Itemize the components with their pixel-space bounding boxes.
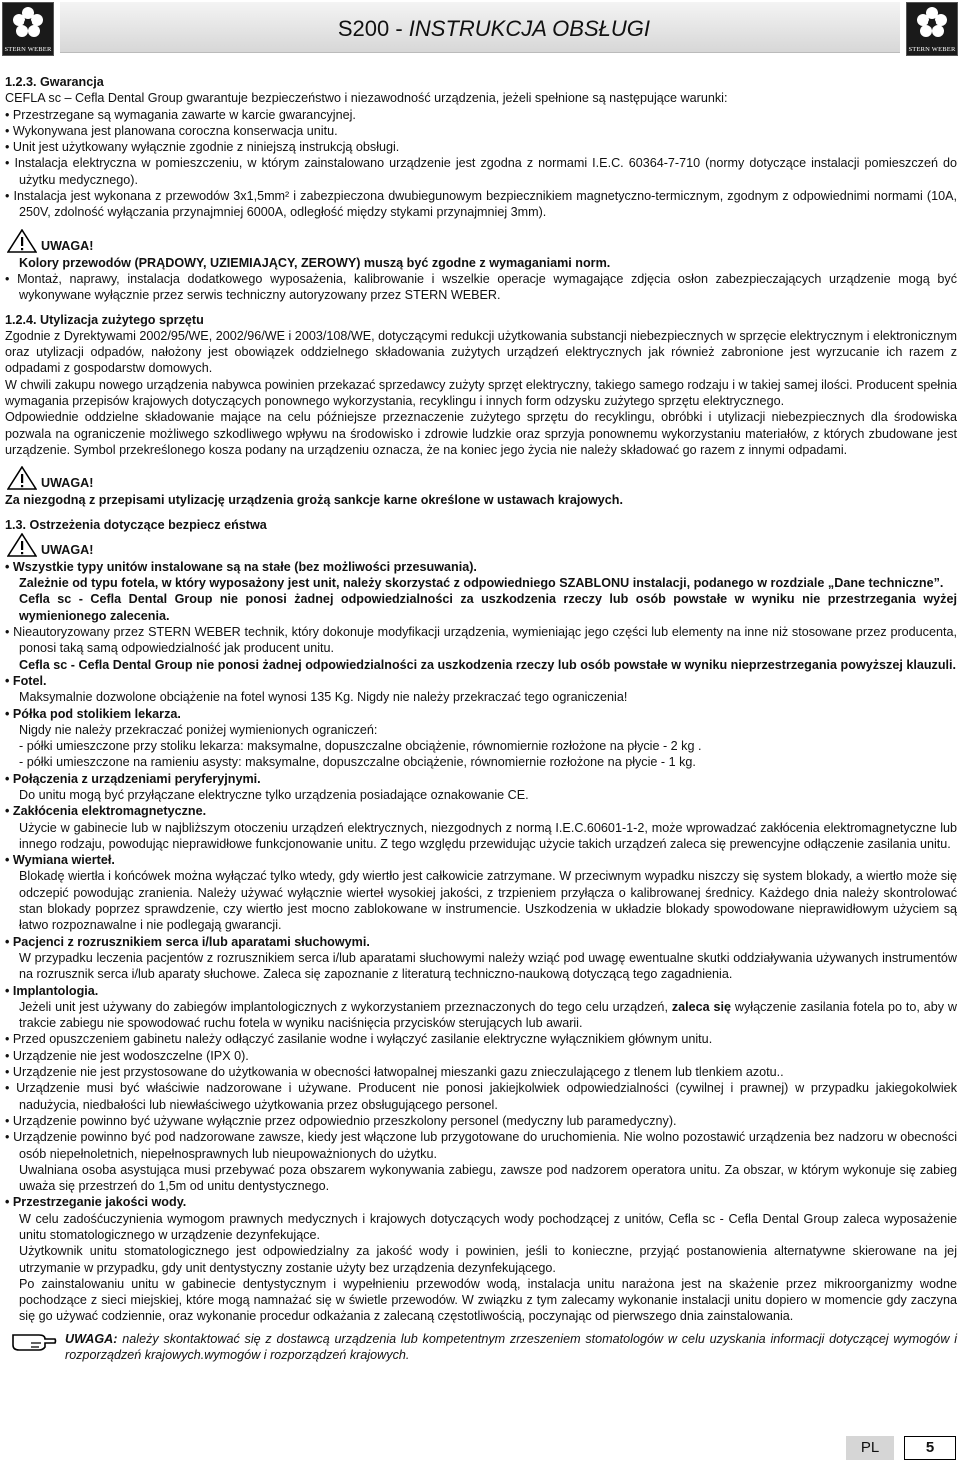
list-item: • Urządzenie nie jest przystosowane do użytkowania w obecności łatwopalnej mieszanki gazu znieczulającego z tlenem lub tlenkiem azotu.. (5, 1065, 784, 1080)
pointing-hand-icon (11, 1329, 57, 1351)
paragraph: - półki umieszczone przy stoliku lekarza: maksymalne, dopuszczalne obciążenie, równomiernie rozłożone na płycie - 2 kg . (19, 739, 702, 754)
paragraph: W przypadku leczenia pacjentów z rozrusznikiem serca i/lub aparatami słuchowymi należy wziąć pod uwagę ewentualne skutki oddziaływania używanych instrumentów na rozrusznik serca i/lub aparaty słuchowe. Zaleca się zapoznanie z literaturą techniczno-naukową dotyczącą tego zagadnienia. (19, 950, 957, 982)
section-heading-utylizacja: 1.2.4. Utylizacja zużytego sprzętu (5, 312, 204, 327)
flower-logo-icon (915, 5, 949, 43)
paragraph: Nigdy nie należy przekraczać poniżej wymienionych ograniczeń: (19, 722, 378, 737)
list-item: • Urządzenie powinno być używane wyłącznie przez odpowiednio przeszkolony personel (medyczny lub paramedyczny). (5, 1113, 677, 1128)
list-item: • Przestrzegane są wymagania zawarte w karcie gwarancyjnej. (5, 107, 356, 122)
list-item: • Nieautoryzowany przez STERN WEBER technik, który dokonuje modyfikacji urządzenia, wymieniając jego części lub elementy na inne niż stosowane przez producenta, ponosi taką samą odpowiedzialność jak producent unitu. (5, 625, 957, 656)
warning-text: Za niezgodną z przepisami utylizację urządzenia grożą sankcje karne określone w ustawach krajowych. (5, 493, 624, 508)
language-badge: PL (846, 1436, 894, 1460)
stern-weber-logo (2, 2, 54, 56)
list-item: • Unit jest użytkowany wyłącznie zgodnie z niniejszą instrukcją obsługi. (5, 140, 400, 155)
list-item-heading: • Półka pod stolikiem lekarza. (5, 706, 181, 721)
title-bar (60, 2, 900, 53)
warning-label: UWAGA! (41, 238, 94, 253)
warning-label: UWAGA! (41, 476, 94, 491)
list-item: • Wykonywana jest planowana coroczna konserwacja unitu. (5, 123, 338, 138)
list-item: • Przed opuszczeniem gabinetu należy odłączyć zasilanie wodne i wyłączyć zasilanie elektryczne wyłącznikiem głównym unitu. (5, 1032, 713, 1047)
paragraph: Użycie w gabinecie lub w najbliższym otoczeniu urządzeń elektrycznych, niezgodnych z normą I.E.C.60601-1-2, może wprowadzać zakłócenia elektromagnetyczne lub innego rodzaju, powodując nieprawidłowe funkcjonowanie unitu. Z tego względu przewidując użycie takich urządzeń zaleca się prewencyjne odłączenie zasilania unitu. (19, 820, 957, 851)
warning-block (5, 533, 957, 559)
paragraph: CEFLA sc – Cefla Dental Group gwarantuje bezpieczeństwo i niezawodność urządzenia, jeżeli spełnione są następujące warunki: (5, 91, 728, 106)
paragraph: Zgodnie z Dyrektywami 2002/95/WE, 2002/96/WE i 2003/108/WE, dotyczącymi redukcji użytkowania substancji niebezpiecznych w sprzęcie elektrycznym i elektronicznym oraz utylizacji odpadów, nałożony jest obowiązek oddzielnego składowania zużytych urządzeń elektrycznych jak również zabronione jest wyrzucanie ich razem z odpadami z gospodarstw domowych. (5, 328, 957, 376)
list-item: • Urządzenie nie jest wodoszczelne (IPX 0). (5, 1048, 249, 1063)
section-heading-gwarancja: 1.2.3. Gwarancja (5, 75, 104, 89)
list-item: • Wszystkie typy unitów instalowane są na stałe (bez możliwości przesuwania). (5, 559, 477, 574)
paragraph: Po zainstalowaniu unitu w gabinecie dentystycznym i wypełnieniu przewodów wodą, instalacja unitu narażona jest na skażenie przez mikroorganizmy wodne pochodzące z sieci miejskiej, które mogą namnażać się w świetle przewodów. W związku z tym zalecamy wykonanie instalacji unitu dopiero w momencie gdy zaczyna się go używać codziennie, oraz wykonanie procedur odkażania z zalecaną częstotliwością, poczynając od pierwszego dnia zainstalowania. (19, 1276, 957, 1324)
list-item: • Instalacja elektryczna w pomieszczeniu, w którym zainstalowano urządzenie jest zgodna z normami I.E.C. 60364-7-710 (normy dotyczące instalacji pomieszczeń do użytku medycznego). (5, 156, 957, 187)
warning-icon (7, 466, 37, 490)
logo-text: STERN WEBER (4, 46, 52, 53)
list-item-heading: • Fotel. (5, 673, 47, 688)
note-block: UWAGA: należy skontaktować się z dostawcą urządzenia lub kompetentnym zrzeszeniem stomatologów w celu uzyskania informacji dotyczącej wymogów i rozporządzeń krajowych.wymogów i rozporządzeń krajowych. (5, 1331, 957, 1364)
logo-text: STERN WEBER (908, 46, 956, 53)
paragraph: Cefla sc - Cefla Dental Group nie ponosi żadnej odpowiedzialności za uszkodzenia rzeczy lub osób powstałe w wyniku nieprzestrzegania powyższej klauzuli. (19, 657, 957, 672)
paragraph: W celu zadośćuczynienia wymogom prawnych medycznych i krajowych dotyczących wody pochodzącej z unitów, Cefla sc - Cefla Dental Group zaleca wyposażenie unitu stomatologicznego w urządzenie dezynfekujące. (19, 1211, 957, 1242)
list-item-heading: • Połączenia z urządzeniami peryferyjnymi. (5, 771, 261, 786)
list-item: • Montaż, naprawy, instalacja dodatkowego wyposażenia, kalibrowanie i wszelkie operacje wymagające zdjęcia osłon zabezpieczających urządzenie mogą być wykonywane wyłącznie przez serwis techniczny autoryzowany przez STERN WEBER. (5, 271, 957, 303)
list-item-heading: • Pacjenci z rozrusznikiem serca i/lub aparatami słuchowymi. (5, 934, 370, 949)
paragraph: Blokadę wiertła i końcówek można wyłączać tylko wtedy, gdy wiertło jest całkowicie zatrzymane. W przeciwnym wypadku niszczy się system blokady, a wiertło może się odczepić powodując zranienia. Należy używać wyłącznie wierteł wysokiej jakości, z trzpieniem przyłącza o kalibrowanej średnicy. Każdego dnia należy skontrolować stan blokady poprzez sprawdzenie, czy wiertło jest mocno zablokowane w instrumencie. Uszkodzenia w układzie blokady spowodowane nieprawidłowym użyciem są łatwo rozpoznawalne i nie podlegają gwarancji. (19, 869, 957, 933)
list-item-heading: • Implantologia. (5, 983, 99, 998)
paragraph: Jeżeli unit jest używany do zabiegów implantologicznych z wykorzystaniem przeznaczonych do tego celu urządzeń, zaleca się wyłączenie zasilania fotela po to, aby w trakcie zabiegu nie spowodować ruchu fotela w wyniku naciśnięcia przycisków sterujących lub awarii. (19, 999, 957, 1031)
page-number: 5 (904, 1436, 956, 1460)
paragraph: Uwalniana osoba asystująca musi przebywać poza obszarem wykonywania zabiegu, zawsze pod nadzorem operatora unitu. Za obszar, w którym wykonuje się zabieg uważa się przestrzeń do 1,5m od unitu dentystycznego. (19, 1162, 957, 1194)
section-heading-ostrzezenia: 1.3. Ostrzeżenia dotyczące bezpiecz eństwa (5, 517, 267, 532)
list-item: • Urządzenie powinno być pod nadzorowane zawsze, kiedy jest włączone lub przygotowane do uruchomienia. Nie wolno pozostawić urządzenia bez nadzoru w obecności osób niepełnoletnich, niepełnosprawnych lub nieupoważnionych do użytku. (5, 1130, 957, 1161)
document-body (5, 60, 957, 1363)
paragraph: Użytkownik unitu stomatologicznego jest odpowiedzialny za jakość wody i powinien, jeśli to konieczne, przyjąć postanowienia alternatywne skierowane na jej utrzymanie w przypadku, gdy unit dentystyczny zostanie użyty bez urządzenia dezynfekującego. (19, 1244, 957, 1275)
list-item: • Instalacja jest wykonana z przewodów 3x1,5mm² i zabezpieczona dwubiegunowym bezpiecznikiem magnetyczno-termicznym, zgodnym z odpowiednimi normami (10A, 250V, zdolność wyłączania przynajmniej 6000A, odległość między stykami przynajmniej 3mm). (5, 189, 957, 220)
warning-block (5, 229, 957, 255)
warning-label: UWAGA! (41, 542, 94, 557)
warning-icon (7, 229, 37, 253)
paragraph: W chwili zakupu nowego urządzenia nabywca powinien przekazać sprzedawcy zużyty sprzęt elektryczny, takiego samego rodzaju i w takiej samej ilości. Producent spełnia wymagania przepisów krajowych dotyczących ponownego wykorzystania, recyklingu i innych form odzysku zużytego sprzętu elektrycznego. (5, 377, 957, 409)
list-item-heading: • Zakłócenia elektromagnetyczne. (5, 804, 207, 819)
page-header (0, 0, 960, 60)
warning-icon (7, 533, 37, 557)
paragraph: - półki umieszczone na ramieniu asysty: maksymalne, dopuszczalne obciążenie, równomiernie rozłożone na płycie - 1 kg. (19, 755, 696, 770)
warning-block (5, 466, 957, 492)
paragraph: Odpowiednie oddzielne składowanie mające na celu późniejsze przeznaczenie zużytego sprzętu do recyklingu, obróbki i utylizacji niebezpiecznych dla środowiska pozwala na ograniczenie możliwego szkodliwego wpływu na środowisko i zdrowie ludzkie oraz sprzyja ponownemu wykorzystaniu materiałów, z których zbudowane jest urządzenie. Symbol przekreślonego kosza podany na urządzeniu oznacza, że na koniec jego życia nie należy składować go razem z innymi odpadami. (5, 410, 957, 457)
stern-weber-logo-right (906, 2, 958, 56)
warning-text: Kolory przewodów (PRĄDOWY, UZIEMIAJĄCY, ZEROWY) muszą być zgodne z wymaganiami norm. (19, 255, 611, 270)
flower-logo-icon (11, 5, 45, 43)
page-title: S200 - INSTRUKCJA OBSŁUGI (337, 16, 650, 41)
list-item-heading: • Przestrzeganie jakości wody. (5, 1195, 187, 1210)
paragraph: Maksymalnie dozwolone obciążenie na fotel wynosi 135 Kg. Nigdy nie należy przekraczać tego ograniczenia! (19, 690, 628, 705)
list-item: • Urządzenie musi być właściwie nadzorowane i używane. Producent nie ponosi jakiejkolwiek odpowiedzialności (cywilnej i prawnej) w przypadku jakiegokolwiek nadużycia, niedbałości lub niewłaściwego użytkowania przez obsługującego personel. (5, 1081, 957, 1112)
paragraph: Cefla sc - Cefla Dental Group nie ponosi żadnej odpowiedzialności za uszkodzenia rzeczy lub osób powstałe w wyniku nie przestrzegania wyżej wymienionego zalecenia. (19, 592, 957, 623)
paragraph: Zależnie od typu fotela, w który wyposażony jest unit, należy skorzystać z odpowiedniego SZABLONU instalacji, podanego w rozdziale „Dane techniczne”. (19, 576, 944, 591)
list-item-heading: • Wymiana wierteł. (5, 853, 115, 868)
paragraph: Do unitu mogą być przyłączane elektryczne tylko urządzenia posiadające oznakowanie CE. (19, 787, 529, 802)
